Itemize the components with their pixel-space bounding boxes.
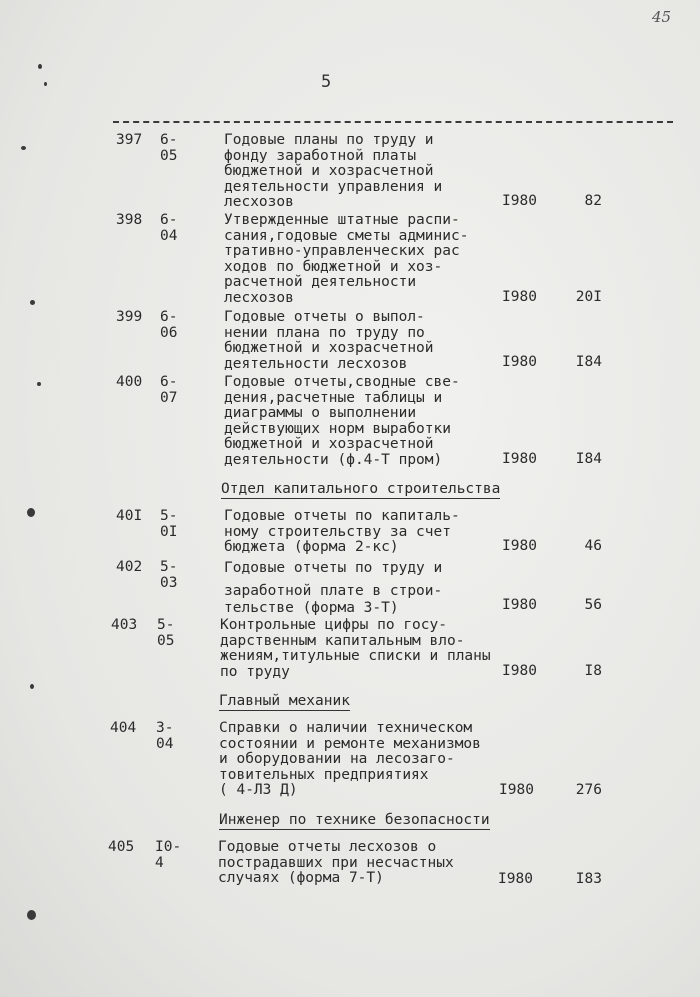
entry-title-line: диаграммы о выполнении — [224, 405, 417, 421]
entry-year: I980 — [498, 871, 533, 887]
scan-speck — [27, 508, 35, 517]
entry-title-line: ходов по бюджетной и хоз- — [224, 258, 443, 275]
entry-title-line: Годовые отчеты по капиталь- — [224, 508, 460, 524]
entry-number: 405 — [108, 839, 135, 855]
scan-speck — [30, 684, 34, 689]
entry-title — [224, 133, 494, 211]
entry-title-line: бюджетной и хозрасчетной — [224, 163, 434, 179]
entry-code: 3-04 — [156, 720, 174, 752]
entry-title-line: Утвержденные штатные распи- — [224, 212, 460, 228]
entry-sheet-count: 20I — [575, 289, 602, 305]
entry-code: 6-06 — [160, 309, 178, 341]
entry-year: I980 — [499, 782, 534, 798]
entry-title-line: расчетной деятельности — [224, 274, 417, 290]
entry-year: I980 — [502, 354, 537, 370]
entry-code: 5-03 — [160, 559, 178, 591]
entry-title-line: ( 4-ЛЗ Д) — [219, 782, 298, 798]
scan-speck — [21, 146, 26, 150]
entry-title-line: деятельности управления и — [224, 178, 443, 195]
entry-title-line: бюджетной и хозрасчетной — [224, 340, 434, 356]
entry-title-line: тративно-управленческих рас — [224, 243, 460, 259]
entry-code: 5-05 — [157, 617, 175, 649]
entry-sheet-count: I83 — [575, 871, 602, 887]
entry-title-line: Годовые отчеты лесхозов о — [218, 839, 437, 855]
entry-title-line: нении плана по труду по — [224, 324, 425, 341]
entry-title — [224, 213, 494, 306]
entry-sheet-count: I8 — [584, 663, 602, 679]
page-number: 5 — [321, 72, 332, 92]
entry-title-line: Годовые отчеты,сводные све- — [224, 374, 460, 390]
entry-title-line: деятельности (ф.4-Т пром) — [224, 451, 443, 468]
section-heading: Инженер по технике безопасности — [219, 812, 490, 828]
entry-number: 400 — [116, 374, 143, 390]
entry-title-line: случаях (форма 7-Т) — [218, 870, 384, 886]
entry-title-line: Годовые отчеты о выпол- — [224, 309, 425, 325]
entry-title-line: ному строительству за счет — [224, 523, 451, 540]
entry-title-line: Справки о наличии техническом — [219, 720, 473, 736]
entry-title-line: лесхозов — [224, 194, 294, 210]
entry-title-line: бюджетной и хозрасчетной — [224, 436, 434, 452]
entry-code: I0-4 — [155, 839, 182, 871]
entry-title — [219, 721, 489, 799]
entry-title-line: дения,расчетные таблицы и — [224, 389, 443, 406]
entry-title-line: жениям,титульные списки и планы — [220, 648, 491, 664]
entry-title-line: по труду — [220, 663, 290, 680]
entry-title-line: фонду заработной платы — [224, 147, 417, 164]
scan-speck — [38, 64, 42, 69]
entry-sheet-count: 46 — [584, 538, 602, 554]
entry-number: 402 — [116, 559, 143, 575]
entry-sheet-count: I84 — [575, 354, 602, 370]
entry-title — [224, 375, 494, 468]
entry-year: I980 — [502, 597, 537, 613]
entry-number: 403 — [111, 617, 138, 633]
entry-year: I980 — [502, 663, 537, 679]
scan-speck — [44, 82, 47, 86]
entry-title-line: и оборудовании на лесозаго- — [219, 751, 455, 767]
entry-number: 397 — [116, 132, 143, 148]
entry-title — [224, 310, 494, 372]
entry-title — [224, 509, 494, 556]
entry-number: 404 — [110, 720, 137, 736]
section-heading: Отдел капитального строительства — [221, 481, 501, 497]
entry-title — [224, 560, 494, 617]
entry-title — [218, 840, 488, 887]
entry-title-line: Контрольные цифры по госу- — [220, 617, 447, 633]
dashed-divider — [113, 121, 673, 123]
entry-title-line: тельстве (форма 3-Т) — [224, 600, 399, 616]
entry-title-line: сания,годовые сметы админис- — [224, 227, 469, 244]
entry-year: I980 — [502, 289, 537, 305]
scan-speck — [30, 300, 35, 305]
entry-sheet-count: I84 — [575, 451, 602, 467]
entry-code: 6-04 — [160, 212, 178, 244]
entry-title-line: состоянии и ремонте механизмов — [219, 735, 481, 752]
entry-title-line: товительных предприятиях — [219, 766, 429, 783]
entry-number: 399 — [116, 309, 143, 325]
entry-title-line: действующих норм выработки — [224, 420, 451, 437]
scan-speck — [37, 382, 41, 386]
entry-sheet-count: 56 — [584, 597, 602, 613]
entry-year: I980 — [502, 193, 537, 209]
entry-title-line: заработной плате в строи- — [224, 583, 443, 599]
entry-title-line: Годовые планы по труду и — [224, 132, 434, 148]
entry-year: I980 — [502, 538, 537, 554]
entry-title-line: пострадавших при несчастных — [218, 854, 454, 871]
entry-title — [220, 618, 490, 680]
entry-title-line: деятельности лесхозов — [224, 355, 408, 372]
handwritten-sheet-number: 45 — [652, 8, 672, 26]
entry-title-line: дарственным капитальным вло- — [220, 632, 465, 649]
entry-title-line: лесхозов — [224, 289, 294, 306]
entry-number: 398 — [116, 212, 143, 228]
entry-sheet-count: 82 — [584, 193, 602, 209]
entry-sheet-count: 276 — [575, 782, 602, 798]
entry-year: I980 — [502, 451, 537, 467]
entry-title-line: бюджета (форма 2-кс) — [224, 539, 399, 555]
entry-code: 6-07 — [160, 374, 178, 406]
section-heading: Главный механик — [219, 693, 350, 709]
entry-number: 40I — [116, 508, 143, 524]
entry-title-line: Годовые отчеты по труду и — [224, 560, 443, 576]
entry-code: 5-0I — [160, 508, 178, 540]
scan-speck — [27, 910, 36, 920]
entry-code: 6-05 — [160, 132, 178, 164]
